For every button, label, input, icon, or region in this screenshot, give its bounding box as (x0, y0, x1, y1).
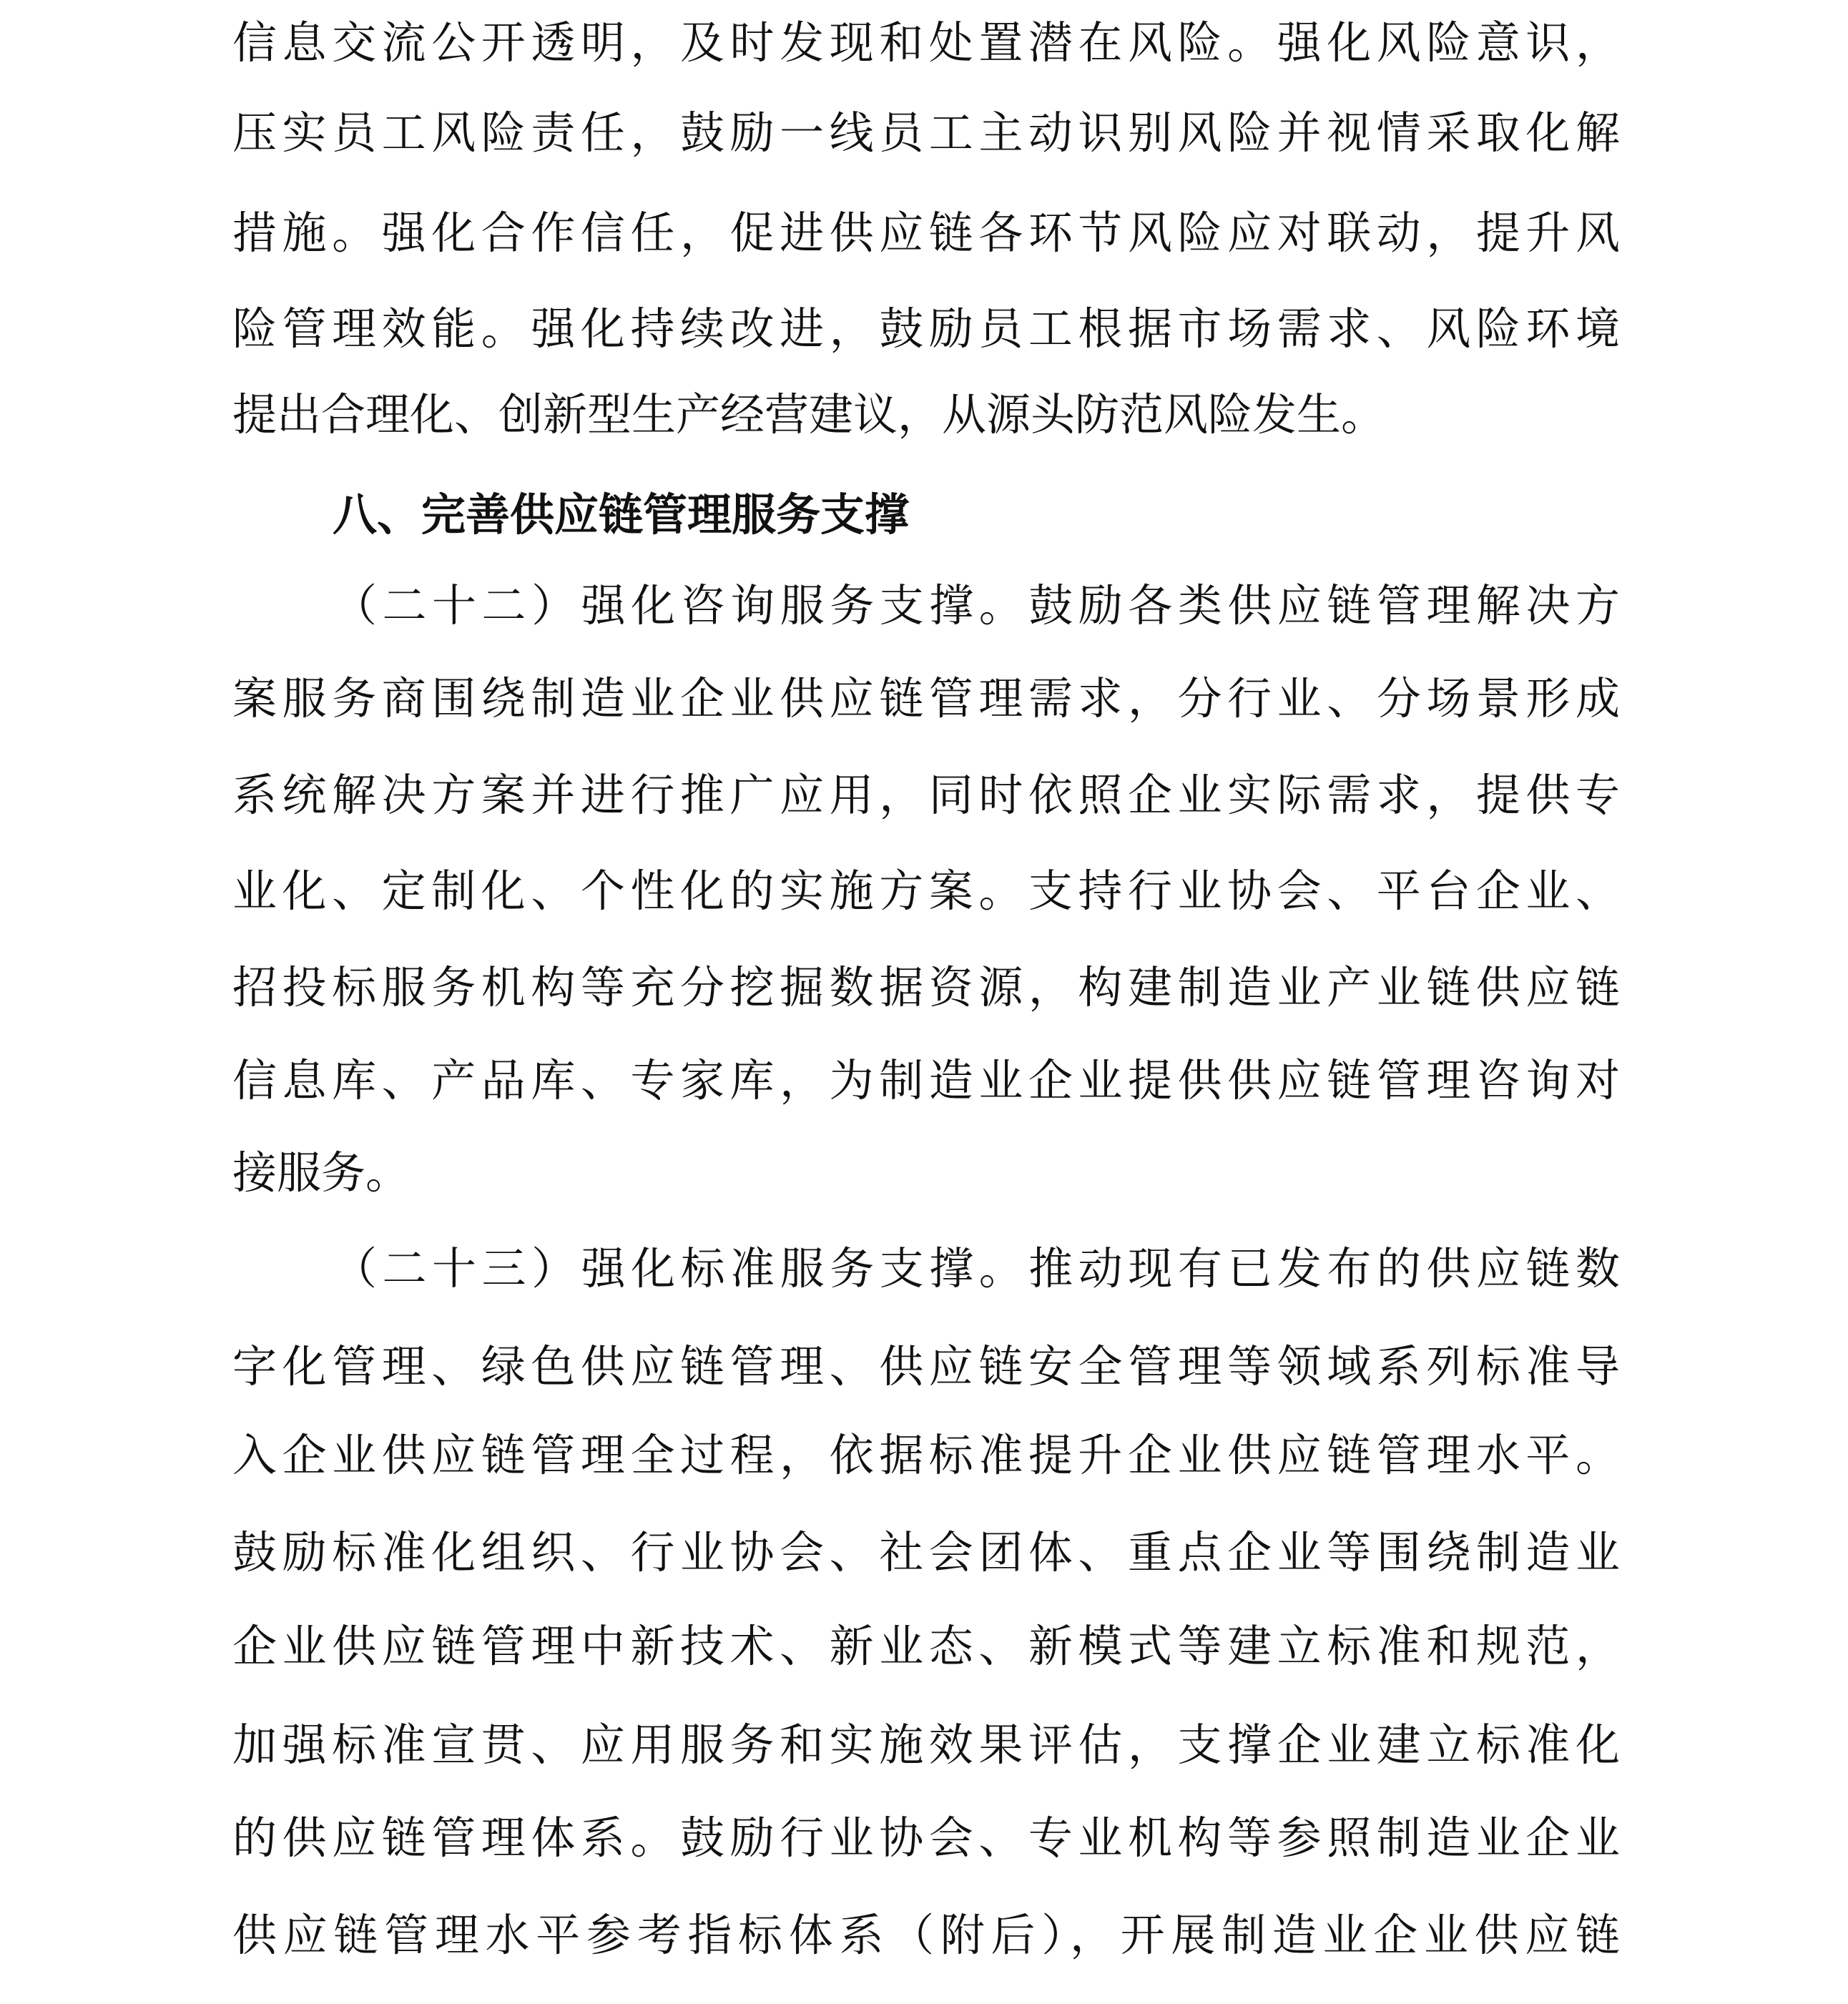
paragraph-line: 系统解决方案并进行推广应用，同时依照企业实际需求，提供专 (232, 769, 1620, 821)
paragraph-line: 压实员工风险责任，鼓励一线员工主动识别风险并视情采取化解 (232, 107, 1620, 159)
paragraph-line: 接服务。 (232, 1146, 411, 1199)
paragraph-line: 入企业供应链管理全过程，依据标准提升企业供应链管理水平。 (232, 1429, 1620, 1481)
paragraph-line: 业化、定制化、个性化的实施方案。支持行业协会、平台企业、 (232, 865, 1620, 917)
paragraph-line: 企业供应链管理中新技术、新业态、新模式等建立标准和规范， (232, 1620, 1620, 1672)
paragraph-line: 加强标准宣贯、应用服务和实施效果评估，支撑企业建立标准化 (232, 1719, 1620, 1771)
paragraph-line: 案服务商围绕制造业企业供应链管理需求，分行业、分场景形成 (232, 672, 1620, 725)
paragraph-line: 供应链管理水平参考指标体系（附后），开展制造业企业供应链 (232, 1909, 1620, 1961)
paragraph-line: 的供应链管理体系。鼓励行业协会、专业机构等参照制造业企业 (232, 1812, 1620, 1864)
paragraph-line: 招投标服务机构等充分挖掘数据资源，构建制造业产业链供应链 (232, 961, 1620, 1013)
document-page (232, 0, 1620, 2004)
paragraph-line: （二十三）强化标准服务支撑。推动现有已发布的供应链数 (333, 1242, 1620, 1295)
paragraph-line: 险管理效能。强化持续改进，鼓励员工根据市场需求、风险环境 (232, 303, 1620, 355)
paragraph-line: 鼓励标准化组织、行业协会、社会团体、重点企业等围绕制造业 (232, 1526, 1620, 1578)
section-heading: 八、完善供应链管理服务支撑 (333, 488, 910, 541)
paragraph-line: 信息库、产品库、专家库，为制造业企业提供供应链管理咨询对 (232, 1054, 1620, 1106)
paragraph-line: 提出合理化、创新型生产经营建议，从源头防范风险发生。 (232, 388, 1386, 441)
paragraph-line: 信息交流公开透明，及时发现和处置潜在风险。强化风险意识， (232, 16, 1620, 69)
paragraph-line: （二十二）强化咨询服务支撑。鼓励各类供应链管理解决方 (333, 579, 1620, 632)
paragraph-line: 措施。强化合作信任，促进供应链各环节风险应对联动，提升风 (232, 207, 1620, 259)
paragraph-line: 字化管理、绿色供应链管理、供应链安全管理等领域系列标准导 (232, 1340, 1620, 1393)
